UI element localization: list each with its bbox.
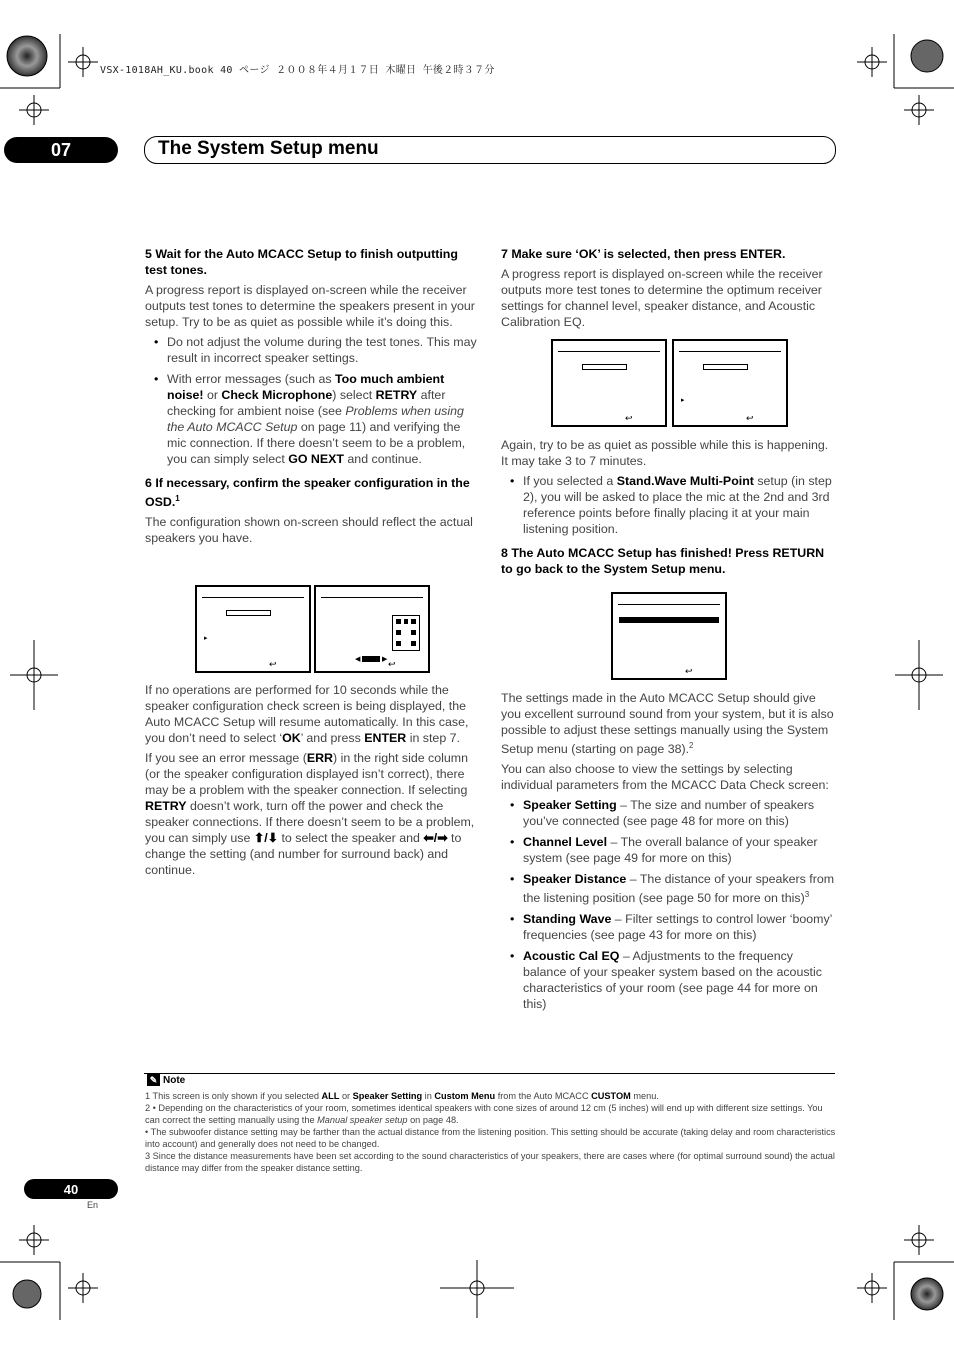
step-5-heading: 5 Wait for the Auto MCACC Setup to finish outputting test tones.: [145, 247, 458, 277]
bullet-multipoint: • If you selected a Stand.Wave Multi-Point setup (in step 2), you will be asked to place the mic at the 2nd and 3rd reference points before finally placing it at your main listening position.: [523, 473, 837, 537]
step-5-text: A progress report is displayed on-screen while the receiver outputs test tones to determine the speakers present in your setup. Try to be as quiet as possible while it’s doing this.: [145, 283, 475, 329]
quiet-text: Again, try to be as quiet as possible while this is happening. It may take 3 to 7 minutes.: [501, 438, 829, 468]
chapter-number: 07: [4, 137, 118, 163]
page-number: 40: [24, 1179, 118, 1199]
osd-screen-progress: [195, 585, 311, 673]
multipoint-bullet: [501, 473, 837, 537]
print-header: VSX-1018AH_KU.book 40 ページ ２００８年４月１７日 木曜日 午後２時３７分: [100, 65, 495, 76]
left-column-top: [145, 246, 479, 550]
list-item: • Speaker Setting – The size and number of speakers you’ve connected (see page 48 for more on this): [523, 797, 837, 829]
data-check-list: [501, 797, 837, 1012]
step-6-text: The configuration shown on-screen should reflect the actual speakers you have.: [145, 515, 473, 546]
left-column-bottom: [145, 682, 479, 882]
return-icon: ↩: [625, 413, 633, 423]
page-language: En: [87, 1200, 99, 1210]
footnote-2b: • The subwoofer distance setting may be farther than the actual distance from the listening position. This setting should be accurate (taking delay and room characteristics into account) and generally does not need to be changed.: [145, 1127, 836, 1149]
pencil-icon: ✎: [147, 1074, 160, 1086]
bullet-volume: • Do not adjust the volume during the test tones. This may result in incorrect speaker settings.: [167, 334, 479, 366]
settings-text: The settings made in the Auto MCACC Setup should give you excellent surround sound from your system, but it is also possible to adjust these settings manually using the System Setup menu (starting on page 38).$^2$: [501, 691, 834, 757]
bullet-errors: • With error messages (such as Too much ambient noise! or Check Microphone) select RETRY after checking for ambient noise (see Problems when using the Auto MCACC Setup on page 11) and verifying the mic connection. If there doesn’t seem to be a problem, you can simply select GO NEXT and continue.: [167, 371, 479, 467]
right-column-bottom: [501, 690, 837, 1017]
right-column-middle: [501, 437, 837, 581]
right-column-top: [501, 246, 837, 334]
auto-resume-text: If no operations are performed for 10 seconds while the speaker configuration check screen is being displayed, the Auto MCACC Setup will resume automatically. In this case, you don’t need to select ‘OK’ and press ENTER in step 7.: [145, 683, 469, 745]
note-heading: ✎ Note: [147, 1074, 185, 1086]
error-text: If you see an error message (ERR) in the right side column (or the speaker configuration displayed isn’t correct), there may be a problem with the speaker connection. If selecting RETRY doesn’t work, turn off the power and check the speaker connections. If there doesn’t seem to be a problem, you can simply use ⬆/⬇ to select the speaker and ⬅/➡ to change the setting (and number for surround back) and continue.: [145, 751, 475, 877]
footnote-3: 3 Since the distance measurements have been set according to the sound characteristics of your speakers, there are cases where (for optimal surround sound) the actual distance may differ from the speaker distance setting.: [145, 1151, 835, 1173]
return-icon: ↩: [269, 659, 277, 669]
footnote-2a: 2 • Depending on the characteristics of your room, sometimes identical speakers with cone sizes of around 12 cm (5 inches) will end up with different size settings. You can correct the setting manually using the Manual speaker setup on page 48.: [145, 1103, 823, 1125]
step-8-heading: 8 The Auto MCACC Setup has finished! Press RETURN to go back to the System Setup menu.: [501, 546, 825, 576]
finished-bar: [619, 617, 719, 623]
step-5-bullets: [145, 334, 479, 467]
list-item: • Channel Level – The overall balance of your speaker system (see page 49 for more on this): [523, 834, 837, 866]
step-6-heading: 6 If necessary, confirm the speaker configuration in the OSD.$^1$: [145, 476, 470, 510]
osd-screen-measuring-1: [551, 339, 667, 427]
step-7-heading: 7 Make sure ‘OK’ is selected, then press ENTER.: [501, 247, 786, 261]
cursor-icon: ▸: [681, 397, 685, 404]
osd-screen-measuring-2: [672, 339, 788, 427]
return-icon: ↩: [388, 659, 396, 669]
return-icon: ↩: [746, 413, 754, 423]
data-check-text: You can also choose to view the settings by selecting individual parameters from the MCACC Data Check screen:: [501, 762, 829, 793]
right-arrow-icon: ▶: [382, 656, 388, 663]
ok-selection: [362, 656, 380, 662]
osd-screen-finished: [611, 592, 727, 680]
step-7-text: A progress report is displayed on-screen while the receiver outputs more test tones to determine the optimum receiver settings for channel level, speaker distance, and Acoustic Calibration EQ.: [501, 267, 823, 329]
return-icon: ↩: [685, 666, 693, 676]
footnote-1: 1 This screen is only shown if you selected ALL or Speaker Setting in Custom Menu from the Auto MCACC CUSTOM menu.: [145, 1091, 659, 1101]
osd-screen-speaker-config: [314, 585, 430, 673]
left-arrow-icon: ◀: [355, 656, 361, 663]
note-divider: [144, 1073, 835, 1074]
list-item: • Standing Wave – Filter settings to control lower ‘boomy’ frequencies (see page 43 for more on this): [523, 911, 837, 943]
list-item: • Acoustic Cal EQ – Adjustments to the frequency balance of your speaker system based on the acoustic characteristics of your room (see page 44 for more on this): [523, 948, 837, 1012]
list-item: • Speaker Distance – The distance of your speakers from the listening position (see page 50 for more on this)$^3$: [523, 871, 837, 906]
footnotes: [145, 1090, 837, 1174]
chapter-title: The System Setup menu: [158, 138, 379, 159]
speaker-layout-diagram: [392, 615, 420, 651]
cursor-icon: ▸: [204, 635, 208, 642]
